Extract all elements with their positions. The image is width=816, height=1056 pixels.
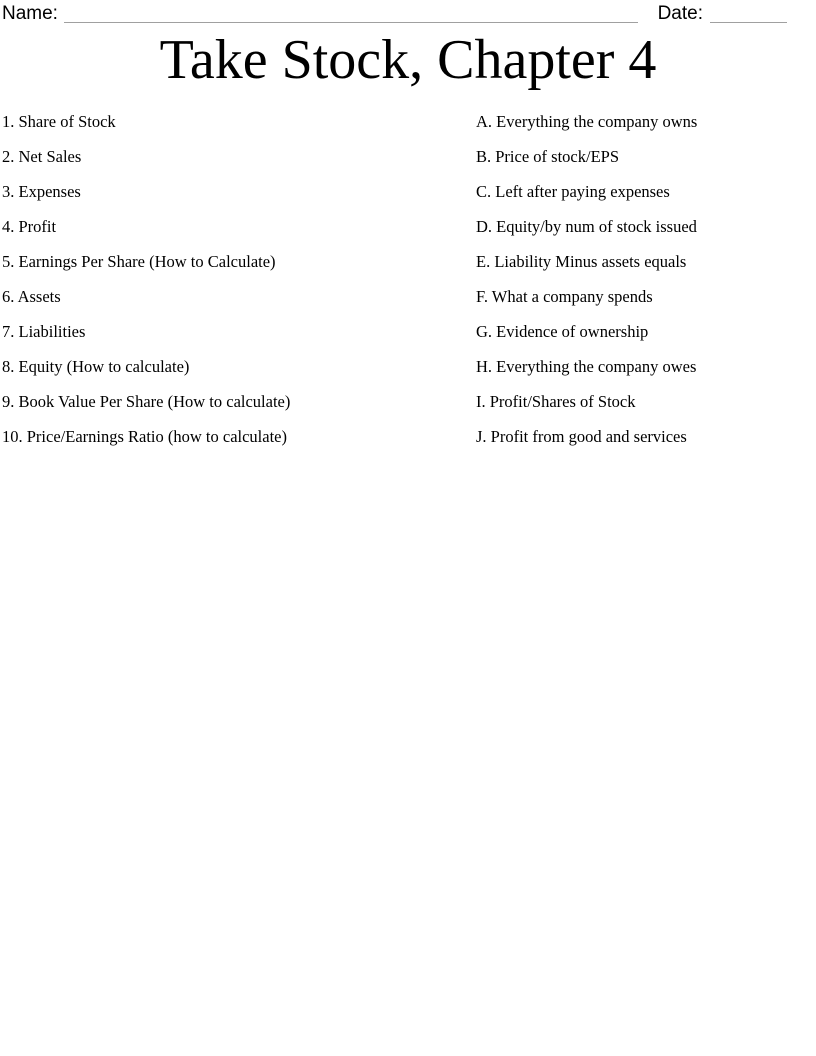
question-item: 4. Profit [2, 217, 57, 236]
question-item: 1. Share of Stock [2, 112, 116, 131]
question-item: 8. Equity (How to calculate) [2, 357, 190, 376]
question-item: 10. Price/Earnings Ratio (how to calculate) [2, 427, 287, 446]
date-label: Date: [657, 3, 703, 24]
page-title: Take Stock, Chapter 4 [159, 29, 657, 91]
answer-item: C. Left after paying expenses [476, 182, 670, 201]
question-item: 5. Earnings Per Share (How to Calculate) [2, 252, 276, 271]
question-item: 9. Book Value Per Share (How to calculate) [2, 392, 291, 411]
answer-item: F. What a company spends [476, 287, 653, 306]
answer-item: D. Equity/by num of stock issued [476, 217, 697, 236]
answer-item: H. Everything the company owes [476, 357, 697, 376]
answer-item: G. Evidence of ownership [476, 322, 649, 341]
answer-item: A. Everything the company owns [476, 112, 698, 131]
questions-column [2, 104, 476, 454]
answer-item: J. Profit from good and services [476, 427, 687, 446]
answers-column [476, 104, 816, 454]
answer-item: E. Liability Minus assets equals [476, 252, 687, 271]
question-item: 6. Assets [2, 287, 61, 306]
answer-item: I. Profit/Shares of Stock [476, 392, 636, 411]
name-date-row [0, 0, 816, 24]
question-item: 2. Net Sales [2, 147, 82, 166]
name-blank-line [64, 8, 638, 23]
question-item: 7. Liabilities [2, 322, 86, 341]
name-label: Name: [2, 3, 58, 24]
matching-columns [0, 104, 816, 454]
date-blank-line [710, 8, 787, 23]
answer-item: B. Price of stock/EPS [476, 147, 619, 166]
question-item: 3. Expenses [2, 182, 81, 201]
